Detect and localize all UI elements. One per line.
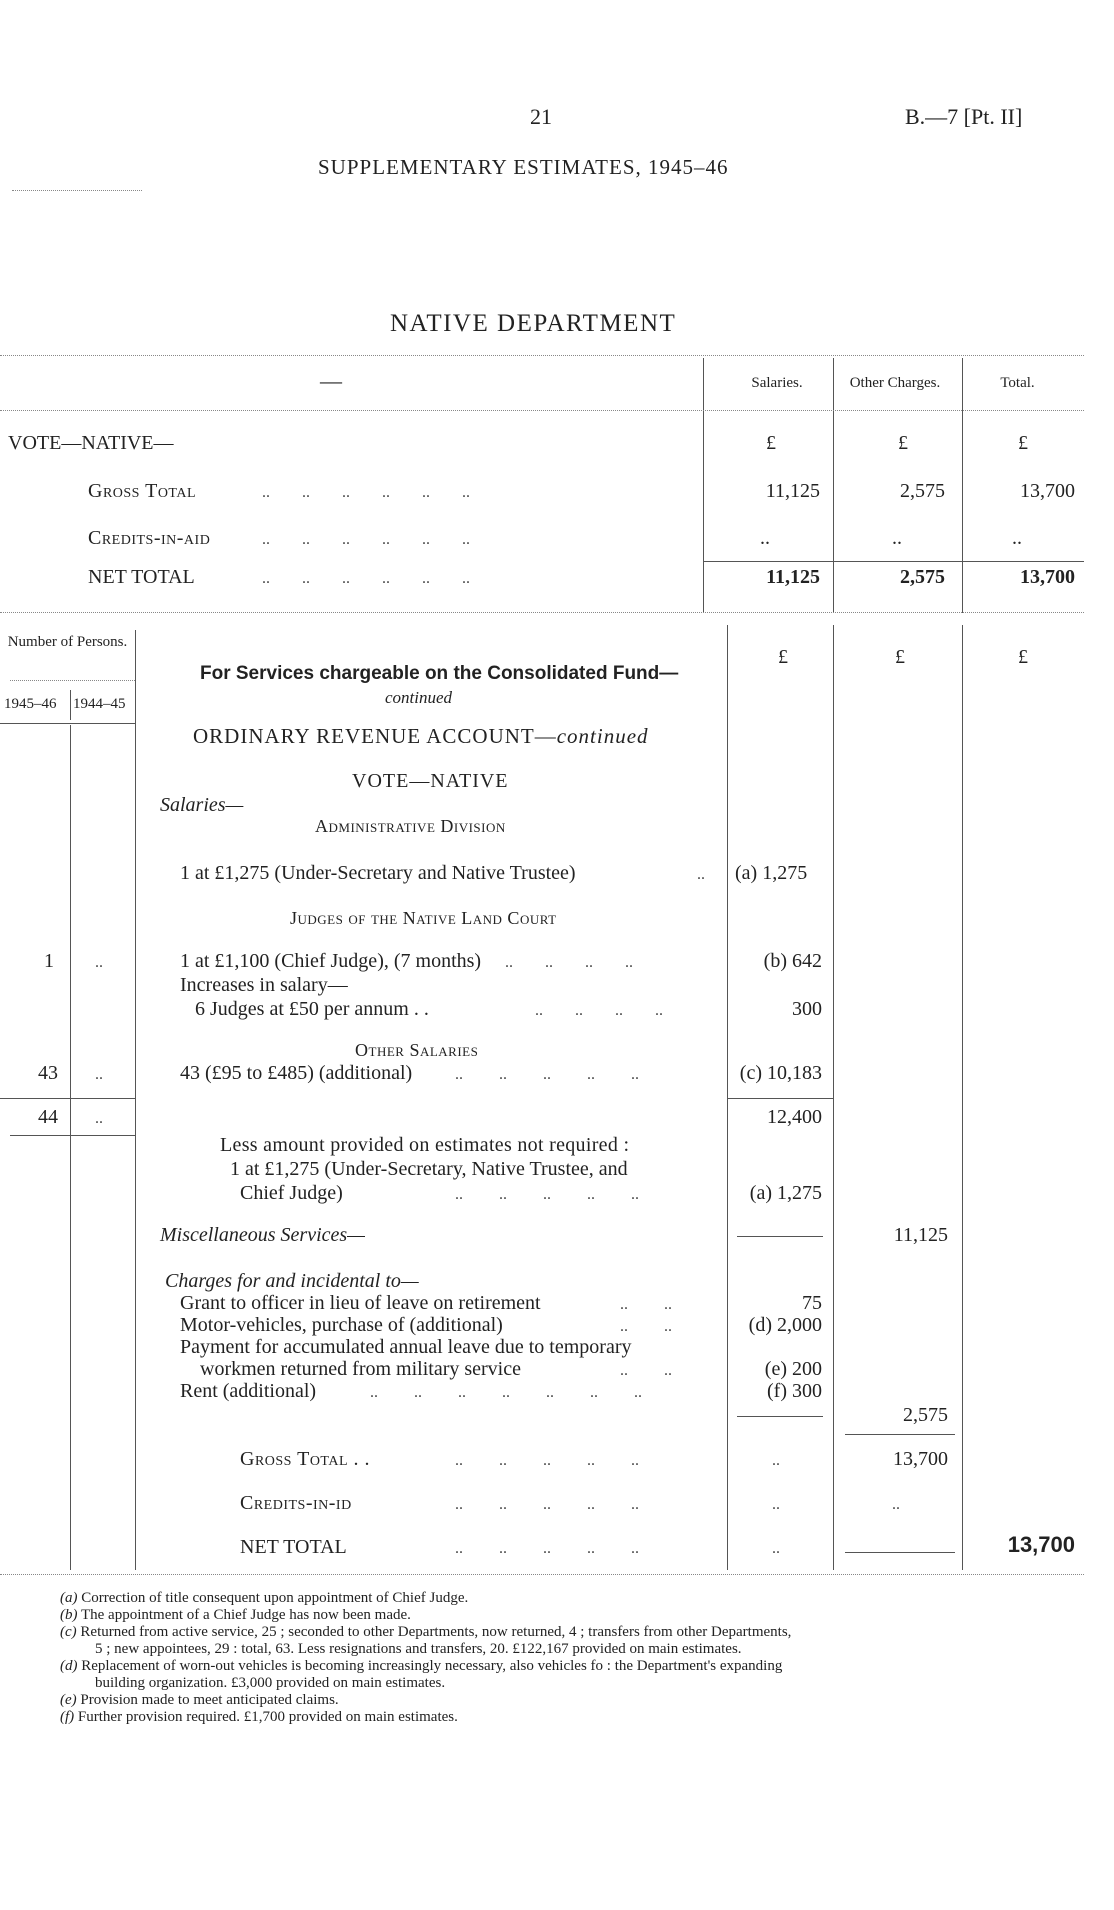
- footnote-d: (d) Replacement of worn-out vehicles is becoming increasingly necessary, also vehicles fo : the Department's expanding: [60, 1658, 783, 1674]
- footnote-f: (f) Further provision required. £1,700 provided on main estimates.: [60, 1709, 458, 1725]
- currency-other: £: [898, 432, 908, 454]
- admin-amount: (a) 1,275: [735, 862, 808, 884]
- detail-currency-salaries: £: [778, 646, 788, 668]
- summary-row-label: Gross Total: [88, 480, 197, 502]
- salaries-label: Salaries—: [160, 794, 244, 816]
- department-title: NATIVE DEPARTMENT: [390, 310, 677, 337]
- summary-total-value: 13,700: [1020, 480, 1075, 502]
- currency-total: £: [1018, 432, 1028, 454]
- summary-other-value: ..: [892, 527, 902, 549]
- document-reference: B.—7 [Pt. II]: [905, 104, 1023, 129]
- summary-other-value: 2,575: [900, 480, 945, 502]
- summary-row-label: Credits-in-aid: [88, 527, 211, 549]
- less-line-2: 1 at £1,275 (Under-Secretary, Native Trustee, and: [230, 1158, 628, 1180]
- salaries-total: 11,125: [893, 1224, 948, 1246]
- summary-blank-label: —: [320, 368, 342, 393]
- other-salaries-heading: Other Salaries: [355, 1040, 479, 1060]
- other-amount: (c) 10,183: [739, 1062, 822, 1084]
- col-total: Total.: [1000, 375, 1035, 391]
- vote-label: VOTE—NATIVE—: [8, 432, 174, 454]
- footnote-c-cont: 5 ; new appointees, 29 : total, 63. Less resignations and transfers, 20. £122,167 provided on main estimates.: [95, 1641, 742, 1657]
- admin-line: 1 at £1,275 (Under-Secretary and Native Trustee): [180, 862, 576, 884]
- year-1944-header: 1944–45: [73, 696, 126, 712]
- detail-currency-total: £: [1018, 646, 1028, 668]
- charges-label: Charges for and incidental to—: [165, 1270, 419, 1292]
- persons-header: Number of Persons.: [7, 634, 128, 650]
- salaries-subtotal: 12,400: [767, 1106, 822, 1128]
- judges-heading: Judges of the Native Land Court: [290, 908, 557, 928]
- less-amount: (a) 1,275: [749, 1182, 822, 1204]
- page-number: 21: [530, 104, 552, 129]
- judges-6-amount: 300: [792, 998, 822, 1020]
- judge-line: 1 at £1,100 (Chief Judge), (7 months): [180, 950, 482, 972]
- less-line-3: Chief Judge): [240, 1182, 343, 1204]
- misc-total: 2,575: [903, 1404, 948, 1426]
- page-title: SUPPLEMENTARY ESTIMATES, 1945–46: [318, 155, 729, 179]
- vote-heading: VOTE—NATIVE: [352, 770, 509, 792]
- ordinary-revenue-heading: ORDINARY REVENUE ACCOUNT—continued: [193, 724, 649, 748]
- detail-currency-other: £: [895, 646, 905, 668]
- other-line: 43 (£95 to £485) (additional): [180, 1062, 413, 1084]
- judge-amount: (b) 642: [763, 950, 822, 972]
- footnote-e: (e) Provision made to meet anticipated claims.: [60, 1692, 339, 1708]
- admin-division-heading: Administrative Division: [315, 816, 506, 836]
- summary-total-value: 13,700: [1020, 566, 1075, 588]
- summary-total-value: ..: [1012, 527, 1022, 549]
- less-line-1: Less amount provided on estimates not required :: [220, 1134, 630, 1156]
- summary-salaries-value: 11,125: [766, 566, 820, 588]
- summary-salaries-value: 11,125: [765, 480, 820, 502]
- misc-label: Miscellaneous Services—: [160, 1224, 365, 1246]
- judges-6-line: 6 Judges at £50 per annum . .: [195, 998, 429, 1020]
- footnote-a: (a) Correction of title consequent upon appointment of Chief Judge.: [60, 1590, 469, 1606]
- footnote-b: (b) The appointment of a Chief Judge has now been made.: [60, 1607, 411, 1623]
- col-salaries: Salaries.: [751, 375, 803, 391]
- year-1945-header: 1945–46: [4, 696, 57, 712]
- footnote-c: (c) Returned from active service, 25 ; seconded to other Departments, now returned, 4 ; transfers from other Departments,: [60, 1624, 792, 1640]
- increases-line: Increases in salary—: [180, 974, 348, 996]
- summary-other-value: 2,575: [900, 566, 945, 588]
- header-rule: [12, 190, 142, 191]
- summary-row-label: NET TOTAL: [88, 566, 195, 588]
- services-continued: continued: [385, 688, 453, 707]
- col-other-charges: Other Charges.: [849, 375, 941, 391]
- footnote-d-cont: building organization. £3,000 provided on main estimates.: [95, 1675, 446, 1691]
- net-total-value: 13,700: [1007, 1532, 1075, 1557]
- summary-salaries-value: ..: [760, 527, 770, 549]
- services-heading: For Services chargeable on the Consolidated Fund—: [200, 663, 679, 684]
- currency-salaries: £: [766, 432, 776, 454]
